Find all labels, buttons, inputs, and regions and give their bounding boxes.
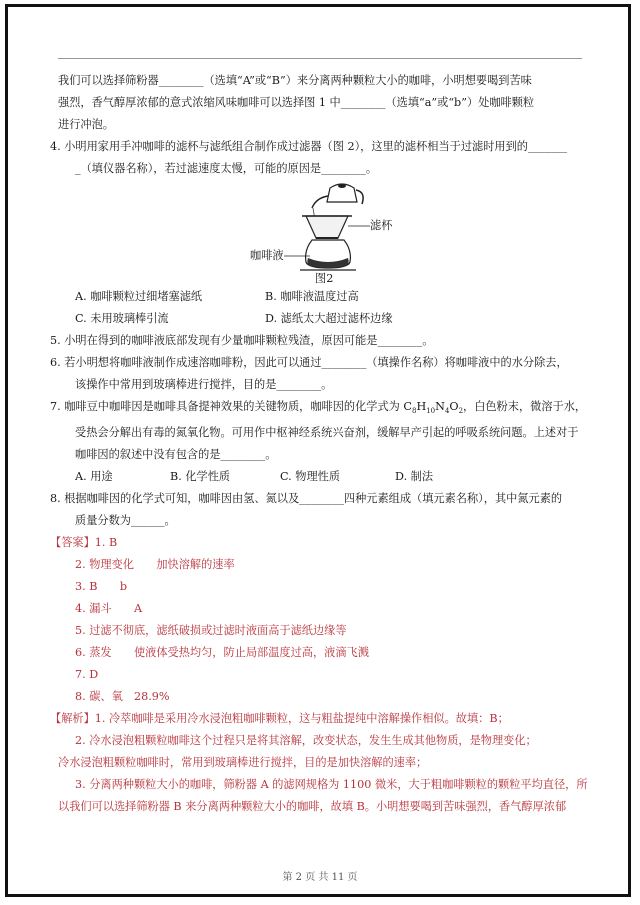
subscript: 8 (411, 407, 417, 416)
text-line: 我们可以选择筛粉器________（选填“A”或“B”）来分离两种颗粒大小的咖啡，小明想要喝到苦味 (58, 74, 532, 87)
text-line: 强烈，香气醇厚浓郁的意式浓缩风味咖啡可以选择图 1 中________（选填“a”或“b”）处咖啡颗粒 (58, 96, 535, 109)
option-c: C. 未用玻璃棒引流 (75, 312, 169, 325)
option-d: D. 制法 (395, 470, 434, 484)
figure-caption: 图2 (315, 272, 334, 285)
question-6-line: 该操作中常用到玻璃棒进行搅拌，目的是________。 (75, 378, 333, 391)
question-6-line: 6. 若小明想将咖啡液制作成速溶咖啡粉，因此可以通过________（填操作名称）将咖啡液中的水分除去， (50, 356, 568, 369)
option-a: A. 用途 (75, 470, 113, 484)
element-symbol: H (416, 400, 427, 413)
analysis-line: 冷水浸泡粗颗粒咖啡时，常用到玻璃棒进行搅拌，目的是加快溶解的速率； (58, 756, 428, 770)
text-line: 进行冲泡。 (58, 118, 114, 131)
question-4-line: 4. 小明用家用手冲咖啡的滤杯与滤纸组合制作成过滤器（图 2），这里的滤杯相当于过滤时用到的_______ (50, 140, 568, 153)
question-8-line: 8. 根据咖啡因的化学式可知，咖啡因由氢、氮以及________四种元素组成（填元素名称），其中氮元素的 (50, 492, 563, 506)
answer-line: 2. 物理变化 加快溶解的速率 (75, 558, 235, 572)
figure-2 (58, 182, 588, 286)
formula-suffix: ，白色粉末，微溶于水， (463, 400, 587, 413)
question-7-options (58, 466, 588, 488)
coffee-liquid-label: 咖啡液 (250, 249, 284, 262)
analysis-line: 以我们可以选择筛粉器 B 来分离两种颗粒大小的咖啡，故填 B。小明想要喝到苦味强烈，香气醇厚浓郁 (58, 800, 567, 814)
answer-line: 3. B b (75, 580, 127, 594)
analysis-line: 【解析】1. 冷萃咖啡是采用冷水浸泡粗咖啡颗粒，这与粗盐提纯中溶解操作相似。故填：B； (50, 712, 509, 726)
analysis-line: 2. 冷水浸泡粗颗粒咖啡这个过程只是将其溶解，改变状态，发生生成其他物质，是物理变化； (75, 734, 537, 748)
answer-line: 7. D (75, 668, 99, 682)
document-body (50, 70, 588, 818)
subscript: 2 (458, 407, 464, 416)
option-b: B. 化学性质 (170, 470, 231, 484)
question-4-options (58, 308, 588, 330)
element-symbol: N (435, 400, 445, 413)
subscript: 10 (426, 407, 436, 416)
answer-line: 6. 蒸发 使液体受热均匀，防止局部温度过高，液滴飞溅 (75, 646, 369, 660)
question-5-line: 5. 小明在得到的咖啡液底部发现有少量咖啡颗粒残渣，原因可能是________。 (50, 334, 434, 347)
question-7-line: 咖啡因的叙述中没有包含的是________。 (75, 448, 277, 462)
page-footer: 第 2 页 共 11 页 (282, 872, 358, 883)
header-rule (58, 58, 582, 59)
option-a: A. 咖啡颗粒过细堵塞滤纸 (75, 290, 203, 303)
analysis-line: 3. 分离两种颗粒大小的咖啡，筛粉器 A 的滤网规格为 1100 微米，大于粗咖啡颗粒的颗粒平均直径，所 (75, 778, 588, 792)
question-8-line: 质量分数为______。 (75, 514, 176, 528)
answer-line: 【答案】1. B (50, 536, 118, 550)
formula-prefix: 7. 咖啡豆中咖啡因是咖啡具备提神效果的关键物质，咖啡因的化学式为 C (50, 400, 412, 413)
element-symbol: O (449, 400, 459, 413)
answer-line: 4. 漏斗 A (75, 602, 143, 616)
question-7-line: 受热会分解出有毒的氮氧化物。可用作中枢神经系统兴奋剂，缓解早产引起的呼吸系统问题。上述对于 (75, 426, 579, 440)
answer-line: 8. 碳、氧 28.9% (75, 690, 170, 704)
answer-line: 5. 过滤不彻底，滤纸破损或过滤时液面高于滤纸边缘等 (75, 624, 347, 638)
option-b: B. 咖啡液温度过高 (265, 290, 359, 303)
option-d: D. 滤纸太大超过滤杯边缘 (265, 312, 393, 325)
question-7-line (50, 396, 588, 422)
option-c: C. 物理性质 (280, 470, 341, 484)
subscript: 4 (444, 407, 450, 416)
filter-cup-label: 滤杯 (370, 219, 393, 232)
question-4-line: _（填仪器名称），若过滤速度太慢，可能的原因是________。 (75, 162, 378, 175)
